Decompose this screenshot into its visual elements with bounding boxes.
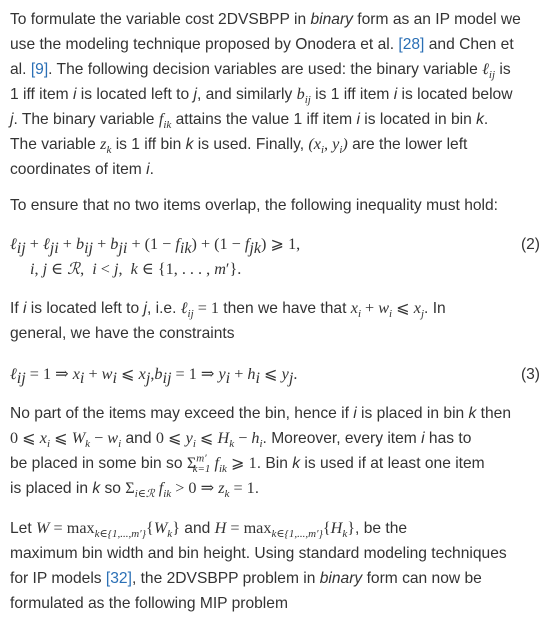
text: be placed in some bin so xyxy=(10,455,187,472)
text: and Chen et xyxy=(424,36,514,53)
math-inline: $x_i + w_i$ ⩽ $x_j$ xyxy=(350,299,425,321)
citation-link-9[interactable]: [9] xyxy=(30,61,49,78)
text: is 1 iff bin xyxy=(111,136,186,153)
math-inline: 0 ⩽ $y_i$ ⩽ $H_k - h_i$ xyxy=(155,429,263,451)
emphasis: i xyxy=(393,86,398,103)
paragraph-bin-bounds xyxy=(10,401,540,501)
text: then xyxy=(476,405,512,422)
math-inline: $\Sigma^{m'}_{k=1}$ $f_{ik}$ ⩾ 1 xyxy=(186,452,257,476)
text: is located below xyxy=(397,86,513,103)
text: form as an IP model we xyxy=(352,11,521,28)
emphasis: j xyxy=(10,111,14,128)
text-line xyxy=(10,566,540,591)
text: is located left to xyxy=(26,300,144,317)
emphasis: i xyxy=(72,86,77,103)
text: The variable xyxy=(10,136,101,153)
math-coordinates: ($x_i$, $y_i$) xyxy=(308,135,348,157)
text: coordinates of item xyxy=(10,161,147,178)
text: use the modeling technique proposed by Onodera et al. xyxy=(10,36,399,53)
equation-number: (2) xyxy=(520,236,540,253)
emphasis: j xyxy=(193,86,197,103)
text-line xyxy=(10,451,540,476)
text-line: To ensure that no two items overlap, the following inequality must hold: xyxy=(10,197,499,214)
math-inline: $\Sigma_{i\in ℛ}$ $f_{ik} > 0$ ⇒ $z_k = 1$ xyxy=(125,479,255,501)
text-line xyxy=(10,107,540,132)
math-inline: $H = \max_{k\in\{1,...,m'\}}\{H_k\}$ xyxy=(214,519,356,541)
text: . In xyxy=(424,300,446,317)
text: is located in bin xyxy=(359,111,477,128)
text: . xyxy=(483,111,489,128)
text: al. xyxy=(10,61,31,78)
text-line xyxy=(10,132,540,157)
text: is xyxy=(495,61,511,78)
math-inline: 0 ⩽ $x_i$ ⩽ $W_k - w_i$ xyxy=(10,429,122,451)
math-var-f-ik: $f_{ik}$ xyxy=(158,110,172,132)
citation-link-28[interactable]: [28] xyxy=(398,36,425,53)
text-line xyxy=(10,7,540,32)
text: and xyxy=(121,430,156,447)
text: , i.e. xyxy=(146,300,181,317)
text: is placed in xyxy=(10,480,93,497)
text: is 1 iff item xyxy=(310,86,394,103)
text: is used. Finally, xyxy=(193,136,309,153)
emphasis: i xyxy=(146,161,150,178)
emphasis: i xyxy=(421,430,425,447)
text: is used if at least one item xyxy=(300,455,485,472)
text: If xyxy=(10,300,23,317)
text: . The binary variable xyxy=(13,111,159,128)
text-line: maximum bin width and bin height. Using standard modeling techniques xyxy=(10,545,507,562)
paragraph-variables xyxy=(10,7,540,182)
text-line: general, we have the constraints xyxy=(10,325,235,342)
text: . xyxy=(254,480,260,497)
equation-line: ℓ$_{ij}$ = 1 ⇒ $x_i + w_i$ ⩽ $x_j,b_{ij} = 1$ ⇒ $y_i + h_i$ ⩽ $y_j$. xyxy=(10,365,298,388)
text-line xyxy=(10,296,540,321)
equation-line: i, j ∈ ℛ, i < j, k ∈ {1, . . . , m′}. xyxy=(30,260,242,278)
math-var-l-ij: ℓ$_{ij}$ xyxy=(482,60,496,82)
equation-number: (3) xyxy=(520,366,540,383)
text: To formulate the variable cost 2DVSBPP in xyxy=(10,11,311,28)
emphasis: k xyxy=(292,455,301,472)
text-line xyxy=(10,157,540,182)
citation-link-32[interactable]: [32] xyxy=(105,570,132,587)
emphasis: k xyxy=(92,480,101,497)
emphasis: j xyxy=(143,300,147,317)
math-var-b-ij: $b_{ij}$ xyxy=(296,85,311,107)
text: is located left to xyxy=(76,86,194,103)
text: . xyxy=(149,161,154,178)
text: 1 iff item xyxy=(10,86,73,103)
emphasis: i xyxy=(23,300,27,317)
text-line: formulated as the following MIP problem xyxy=(10,595,288,612)
paragraph-mip-intro xyxy=(10,516,540,616)
math-inline: ℓ$_{ij}$ = 1 xyxy=(180,299,219,321)
text-line xyxy=(10,516,540,541)
text-line xyxy=(10,426,540,451)
text: , the 2DVSBPP problem in xyxy=(131,570,320,587)
text-line xyxy=(10,476,540,501)
text: for IP models xyxy=(10,570,106,587)
text: form can now be xyxy=(362,570,482,587)
emphasis: k xyxy=(476,111,484,128)
text: attains the value 1 iff item xyxy=(171,111,357,128)
text: , and similarly xyxy=(196,86,297,103)
text: . Bin xyxy=(256,455,293,472)
text: is placed in bin xyxy=(356,405,469,422)
emphasis: binary xyxy=(310,11,353,28)
text: , be the xyxy=(355,520,408,537)
text: . Moreover, every item xyxy=(262,430,422,447)
emphasis: i xyxy=(356,111,360,128)
text: so xyxy=(100,480,126,497)
text: No part of the items may exceed the bin, hence if xyxy=(10,405,354,422)
equation-2 xyxy=(10,232,540,282)
math-inline: $W = \max_{k\in\{1,...,m'\}}\{W_k\}$ xyxy=(36,519,180,541)
text: then we have that xyxy=(218,300,351,317)
equation-3 xyxy=(10,362,540,387)
paragraph-left-of xyxy=(10,296,540,346)
text: Let xyxy=(10,520,37,537)
emphasis: k xyxy=(468,405,477,422)
text-line xyxy=(10,32,540,57)
math-var-z-k: $z_k$ xyxy=(100,135,112,157)
text-line xyxy=(10,401,540,426)
text-line xyxy=(10,57,540,82)
equation-line: ℓ$_{ij}$ + ℓ$_{ji}$ + $b_{ij} + b_{ji} + (1 - f_{ik}) + (1 - f_{jk})$ ⩾ 1, xyxy=(10,235,301,258)
text: are the lower left xyxy=(347,136,468,153)
emphasis: binary xyxy=(319,570,363,587)
emphasis: k xyxy=(185,136,194,153)
text: has to xyxy=(424,430,472,447)
emphasis: i xyxy=(353,405,357,422)
text-line xyxy=(10,82,540,107)
paragraph-overlap xyxy=(10,193,540,218)
text: and xyxy=(179,520,215,537)
text: . The following decision variables are used: the binary variable xyxy=(48,61,483,78)
